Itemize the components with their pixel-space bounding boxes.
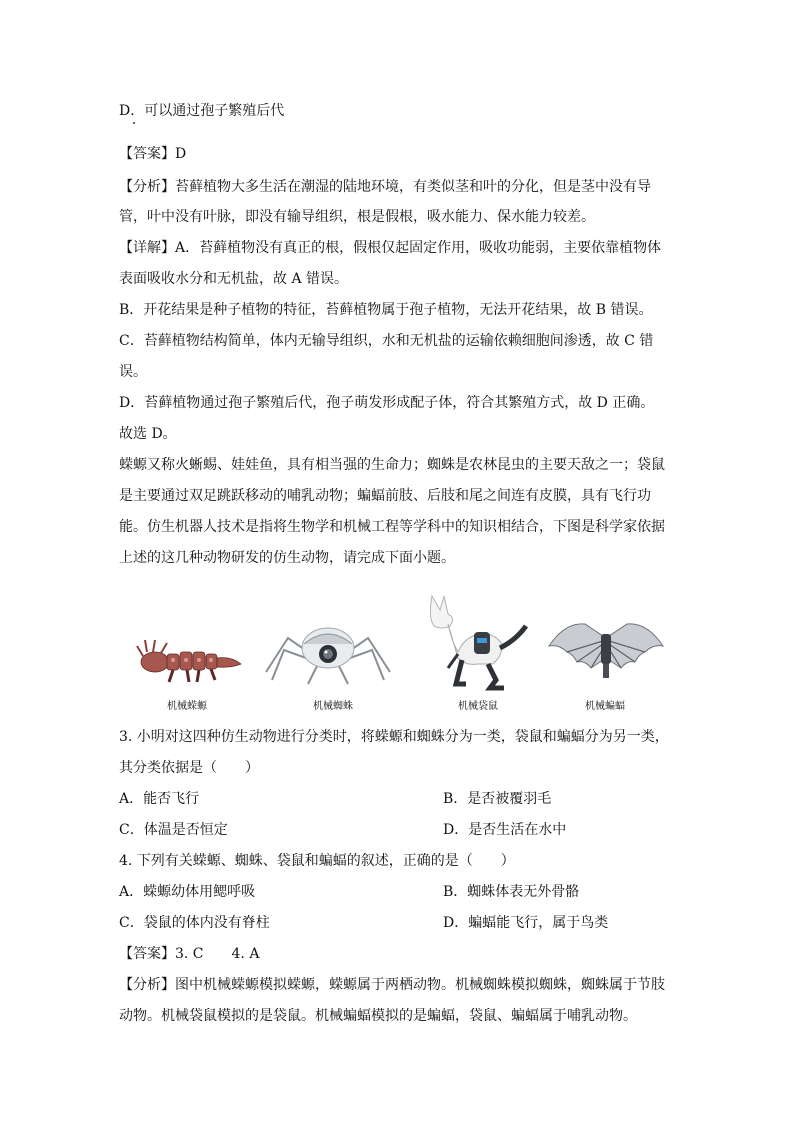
caption-robotic-bat: 机械蝙蝠 bbox=[585, 701, 625, 712]
detail-line-1: 【详解】A．苔藓植物没有真正的根，假根仅起固定作用，吸收功能弱，主要依靠植物体 bbox=[119, 240, 662, 256]
analysis-2-line-1: 【分析】图中机械蝾螈模拟蝾螈，蝾螈属于两栖动物。机械蜘蛛模拟蜘蛛，蜘蛛属于节肢 bbox=[119, 977, 665, 993]
q3-option-a: A．能否飞行 bbox=[119, 791, 200, 807]
robotic-kangaroo-image bbox=[418, 592, 533, 692]
conclusion-line: 故选 D。 bbox=[119, 426, 177, 442]
detail-line-4: C．苔藓植物结构简单，体内无输导组织，水和无机盐的运输依赖细胞间渗透，故 C 错 bbox=[119, 333, 654, 349]
q3-option-d: D．是否生活在水中 bbox=[443, 822, 567, 838]
answer-line-2: 【答案】3. C 4. A bbox=[119, 946, 260, 962]
q4-option-a: A．蝾螈幼体用鳃呼吸 bbox=[119, 884, 256, 900]
passage-line-2: 是主要通过双足跳跃移动的哺乳动物；蝙蝠前肢、后肢和尾之间连有皮膜，具有飞行功 bbox=[119, 488, 651, 504]
analysis-line-1: 【分析】苔藓植物大多生活在潮湿的陆地环境，有类似茎和叶的分化，但是茎中没有导 bbox=[119, 179, 651, 195]
q4-option-b: B．蜘蛛体表无外骨骼 bbox=[443, 884, 580, 900]
analysis-2-line-2: 动物。机械袋鼠模拟的是袋鼠。机械蝙蝠模拟的是蝙蝠，袋鼠、蝙蝠属于哺乳动物。 bbox=[119, 1008, 637, 1024]
caption-robotic-spider: 机械蜘蛛 bbox=[313, 701, 353, 712]
caption-robotic-salamander: 机械蝾螈 bbox=[167, 701, 207, 712]
passage-line-3: 能。仿生机器人技术是指将生物学和机械工程等学科中的知识相结合，下图是科学家依据 bbox=[119, 519, 665, 535]
detail-line-2: 表面吸收水分和无机盐，故 A 错误。 bbox=[119, 271, 349, 287]
passage-line-1: 蝾螈又称火蜥蜴、娃娃鱼，具有相当强的生命力；蜘蛛是农林昆虫的主要天敌之一；袋鼠 bbox=[119, 457, 665, 473]
q3-option-b: B．是否被覆羽毛 bbox=[443, 791, 552, 807]
question-3-line-2: 其分类依据是（ ） bbox=[119, 760, 259, 776]
q4-option-d: D．蝙蝠能飞行，属于鸟类 bbox=[443, 915, 609, 931]
answer-line: 【答案】D bbox=[119, 146, 187, 162]
question-3-line-1: 3. 小明对这四种仿生动物进行分类时，将蝾螈和蜘蛛分为一类，袋鼠和蝙蝠分为另一类， bbox=[119, 729, 669, 745]
robotic-spider-image bbox=[258, 620, 398, 690]
q3-option-c: C．体温是否恒定 bbox=[119, 822, 228, 838]
question-4-line: 4. 下列有关蝾螈、蜘蛛、袋鼠和蝙蝠的叙述，正确的是（ ） bbox=[119, 853, 515, 869]
robotic-bat-image bbox=[545, 618, 667, 690]
stray-dot bbox=[133, 122, 135, 124]
q4-option-c: C．袋鼠的体内没有脊柱 bbox=[119, 915, 270, 931]
detail-line-3: B．开花结果是种子植物的特征，苔藓植物属于孢子植物，无法开花结果，故 B 错误。 bbox=[119, 302, 653, 318]
detail-line-6: D．苔藓植物通过孢子繁殖后代，孢子萌发形成配子体，符合其繁殖方式，故 D 正确。 bbox=[119, 395, 655, 411]
detail-line-5: 误。 bbox=[119, 364, 147, 380]
option-d-line: D．可以通过孢子繁殖后代 bbox=[119, 103, 285, 119]
robotic-salamander-image bbox=[135, 630, 245, 692]
passage-line-4: 上述的这几种动物研发的仿生动物，请完成下面小题。 bbox=[119, 550, 455, 566]
analysis-line-2: 管，叶中没有叶脉，即没有输导组织，根是假根，吸水能力、保水能力较差。 bbox=[119, 209, 595, 225]
caption-robotic-kangaroo: 机械袋鼠 bbox=[458, 701, 498, 712]
